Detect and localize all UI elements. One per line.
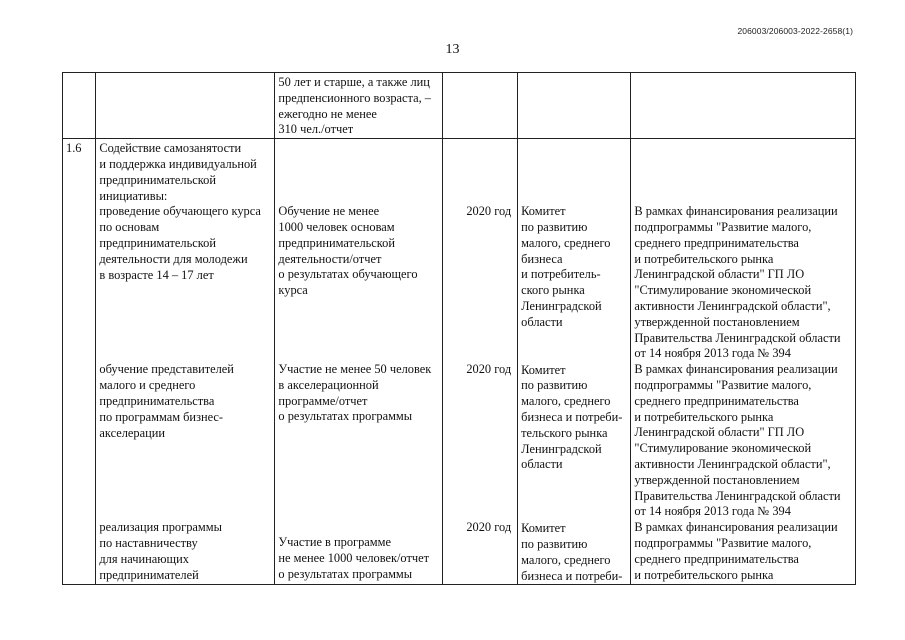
text-line: и потребитель-	[521, 267, 601, 282]
text-line: малого и среднего	[99, 378, 196, 393]
text-line: Ленинградской	[521, 298, 602, 313]
text-line: по развитию	[521, 219, 588, 234]
text-line: области	[521, 314, 563, 329]
text-line: предпенсионного возраста, –	[278, 90, 431, 105]
text-line: Ленинградской	[521, 441, 602, 456]
cell-financing	[631, 73, 856, 139]
deadline-text: 2020 год	[466, 361, 512, 376]
text-line: Правительства Ленинградской области	[634, 488, 841, 503]
text-line: утвержденной постановлением	[634, 314, 800, 329]
cell-financing	[631, 139, 856, 585]
text-line: малого, среднего	[521, 552, 611, 567]
text-line: бизнеса и потреби-	[521, 568, 623, 583]
text-line: по наставничеству	[99, 536, 198, 551]
text-line: для начинающих	[99, 551, 189, 566]
text-line: В рамках финансирования реализации	[634, 204, 838, 219]
text-line: обучение представителей	[99, 362, 234, 377]
text-line: о результатах обучающего	[278, 267, 418, 282]
cell-deadline	[443, 139, 518, 585]
deadline-text: 2020 год	[466, 519, 512, 534]
text-line: ского рынка	[521, 283, 585, 298]
text-line: предпринимательства	[99, 393, 215, 408]
text-line: в акселерационной	[278, 377, 379, 392]
text-line: Комитет	[521, 204, 566, 219]
text-line: в возрасте 14 – 17 лет	[99, 267, 214, 282]
text-line: предпринимателей	[99, 567, 199, 582]
text-line: и потребительского рынка	[634, 251, 774, 266]
text-line: Обучение не менее	[278, 204, 380, 219]
text-line: от 14 ноября 2013 года № 394	[634, 346, 791, 361]
cell-measure	[96, 73, 275, 139]
text-line: предпринимательской	[278, 235, 395, 250]
text-line: реализация программы	[99, 520, 222, 535]
text-line: малого, среднего	[521, 235, 611, 250]
text-line: по развитию	[521, 536, 588, 551]
text-line: и потребительского рынка	[634, 409, 774, 424]
text-line: предпринимательской	[99, 172, 216, 187]
text-line: от 14 ноября 2013 года № 394	[634, 504, 791, 519]
cell-responsible	[518, 73, 631, 139]
text-line: среднего предпринимательства	[634, 551, 799, 566]
text-line: по программам бизнес-	[99, 409, 224, 424]
text-line: Правительства Ленинградской области	[634, 330, 841, 345]
text-line: деятельности для молодежи	[99, 251, 248, 266]
text-line: 1000 человек основам	[278, 219, 395, 234]
document-id: 206003/206003-2022-2658(1)	[737, 26, 853, 36]
text-line: В рамках финансирования реализации	[634, 362, 838, 377]
text-line: подпрограммы "Развитие малого,	[634, 377, 812, 392]
text-line: В рамках финансирования реализации	[634, 520, 838, 535]
text-line: среднего предпринимательства	[634, 235, 799, 250]
text-line: тельского рынка	[521, 425, 608, 440]
text-line: малого, среднего	[521, 394, 611, 409]
text-line: не менее 1000 человек/отчет	[278, 550, 430, 565]
page-number: 13	[445, 42, 460, 57]
text-line: "Стимулирование экономической	[634, 283, 812, 298]
text-line: бизнеса и потреби-	[521, 409, 623, 424]
text-line: утвержденной постановлением	[634, 472, 800, 487]
text-line: и потребительского рынка	[634, 567, 774, 582]
text-line: о результатах программы	[278, 566, 413, 581]
text-line: по основам	[99, 220, 160, 235]
text-line: программе/отчет	[278, 393, 368, 408]
cell-result	[275, 73, 443, 139]
cell-deadline	[443, 73, 518, 139]
cell-measure	[96, 139, 275, 585]
text-line: Ленинградской области" ГП ЛО	[634, 267, 805, 282]
text-line: Участие в программе	[278, 535, 391, 550]
text-line: Комитет	[521, 362, 566, 377]
text-line: деятельности/отчет	[278, 251, 382, 266]
text-line: и поддержка индивидуальной	[99, 156, 257, 171]
text-line: по развитию	[521, 378, 588, 393]
text-line: предпринимательской	[99, 235, 216, 250]
text-line: области	[521, 457, 563, 472]
text-line: активности Ленинградской области",	[634, 456, 831, 471]
cell-result	[275, 139, 443, 585]
text-line: 310 чел./отчет	[278, 122, 354, 137]
table-row-1-6	[63, 139, 856, 585]
cell-num	[63, 139, 96, 585]
text-line: подпрограммы "Развитие малого,	[634, 535, 812, 550]
program-table	[62, 72, 856, 585]
cell-num	[63, 73, 96, 139]
text-line: 50 лет и старше, а также лиц	[278, 75, 430, 89]
text-line: инициативы:	[99, 188, 168, 203]
text-line: Ленинградской области" ГП ЛО	[634, 425, 805, 440]
table-row-continuation	[63, 73, 856, 139]
cell-responsible	[518, 139, 631, 585]
text-line: "Стимулирование экономической	[634, 441, 812, 456]
text-line: Комитет	[521, 521, 566, 536]
text-line: проведение обучающего курса	[99, 204, 261, 219]
text-line: ежегодно не менее	[278, 106, 377, 121]
text-line: Участие не менее 50 человек	[278, 361, 432, 376]
text-line: среднего предпринимательства	[634, 393, 799, 408]
text-line: курса	[278, 283, 308, 298]
text-line: Содействие самозанятости	[99, 141, 242, 156]
text-line: акселерации	[99, 425, 166, 440]
deadline-text: 2020 год	[466, 204, 512, 219]
text-line: бизнеса	[521, 251, 563, 266]
text-line: активности Ленинградской области",	[634, 298, 831, 313]
text-line: подпрограммы "Развитие малого,	[634, 219, 812, 234]
text-line: о результатах программы	[278, 409, 413, 424]
row-number: 1.6	[66, 141, 82, 156]
